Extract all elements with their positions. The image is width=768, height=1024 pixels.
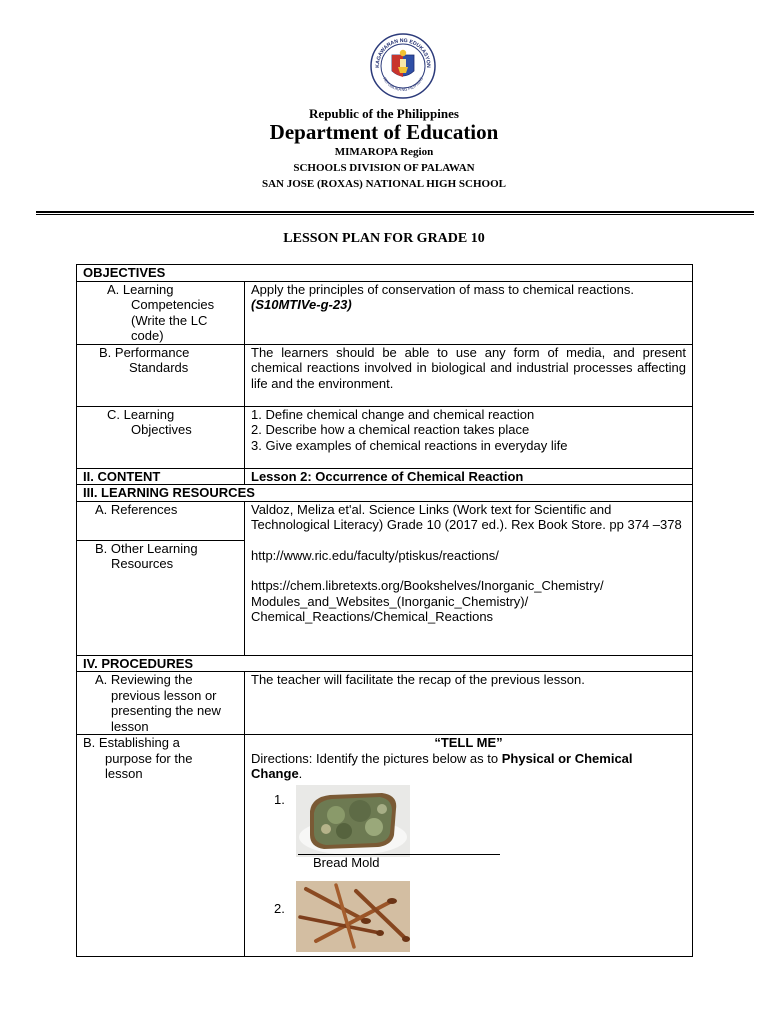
- lc-label-line: A. Learning: [107, 281, 174, 297]
- other-resources-line: B. Other Learning: [95, 540, 198, 556]
- references-text: [245, 501, 693, 655]
- purpose-label-line: B. Establishing a: [83, 735, 180, 750]
- directions-suffix: .: [298, 766, 303, 781]
- lc-label-line: (Write the LC: [131, 312, 208, 328]
- performance-standards-text: The learners should be able to use any form of media, and present chemical reactions involved in biological and industrial processes affecting life and the environment.: [245, 344, 693, 406]
- procedures-heading-row: [77, 655, 693, 672]
- performance-standards-row: [77, 344, 693, 406]
- ps-label-line: B. Performance: [99, 344, 190, 360]
- objective-item: 3. Give examples of chemical reactions in everyday life: [251, 437, 568, 453]
- learning-competencies-text: [245, 281, 693, 344]
- item-number: 2.: [274, 901, 285, 916]
- lo-label-line: C. Learning: [107, 406, 175, 422]
- content-lesson: Lesson 2: Occurrence of Chemical Reaction: [245, 468, 693, 485]
- purpose-label-line: lesson: [105, 766, 143, 781]
- directions-prefix: Directions: Identify the pictures below as to: [251, 750, 502, 766]
- school-name: SAN JOSE (ROXAS) NATIONAL HIGH SCHOOL: [262, 178, 506, 190]
- division-label: SCHOOLS DIVISION OF PALAWAN: [293, 162, 475, 174]
- department-name: Department of Education: [269, 120, 499, 144]
- references-row: [77, 501, 693, 655]
- reviewing-label-line: previous lesson or: [111, 687, 217, 703]
- references-labels: [77, 501, 245, 655]
- resources-heading-row: [77, 485, 693, 502]
- establishing-purpose-label: [77, 735, 245, 957]
- content-heading: II. CONTENT: [77, 468, 245, 485]
- seal-text-top: KAGAWARAN NG EDUKASYON: [374, 37, 432, 68]
- header-divider-thin: [36, 214, 754, 215]
- reference-link[interactable]: Modules_and_Websites_(Inorganic_Chemistry)/: [251, 593, 529, 609]
- other-resources-line: Resources: [111, 556, 174, 571]
- ps-label-line: Standards: [129, 360, 189, 375]
- reference-link[interactable]: Chemical_Reactions/Chemical_Reactions: [251, 609, 494, 624]
- reviewing-label-line: lesson: [111, 718, 149, 734]
- content-row: [77, 468, 693, 485]
- directions-bold: Physical or Chemical Change: [251, 750, 633, 781]
- objectives-heading-row: [77, 265, 693, 282]
- item-caption: Bread Mold: [313, 855, 380, 870]
- lc-code: (S10MTIVe-g-23): [251, 297, 352, 312]
- performance-standards-label: [77, 344, 245, 406]
- reviewing-label: [77, 672, 245, 735]
- lc-label-line: code): [131, 328, 164, 343]
- resources-heading: III. LEARNING RESOURCES: [77, 485, 693, 502]
- item-number: 1.: [274, 792, 285, 807]
- region-label: MIMAROPA Region: [334, 146, 434, 158]
- reviewing-text: The teacher will facilitate the recap of the previous lesson.: [245, 672, 693, 735]
- objective-item: 2. Describe how a chemical reaction takes place: [251, 422, 530, 437]
- other-resources-label: [95, 541, 198, 572]
- learning-objectives-label: [77, 406, 245, 468]
- purpose-label-line: purpose for the: [105, 750, 193, 766]
- reference-link[interactable]: http://www.ric.edu/faculty/ptiskus/reactions/: [251, 547, 499, 563]
- references-label: A. References: [95, 501, 178, 517]
- lc-text: Apply the principles of conservation of mass to chemical reactions.: [251, 281, 634, 297]
- reviewing-label-line: presenting the new: [111, 703, 221, 718]
- seal-text-bottom: REPUBLIKA NG PILIPINAS: [382, 76, 424, 93]
- lesson-plan-title: LESSON PLAN FOR GRADE 10: [283, 231, 485, 246]
- bread-mold-image: [296, 785, 410, 857]
- header-divider: [36, 211, 754, 213]
- objective-item: 1. Define chemical change and chemical reaction: [251, 406, 535, 422]
- republic-label: Republic of the Philippines: [309, 106, 459, 121]
- learning-objectives-list: [245, 406, 693, 468]
- reviewing-label-line: A. Reviewing the: [95, 672, 193, 687]
- reference-link[interactable]: https://chem.libretexts.org/Bookshelves/Inorganic_Chemistry/: [251, 578, 604, 593]
- reference-citation: Valdoz, Meliza et'al. Science Links (Work text for Scientific and Technological Literacy) Grade 10 (2017 ed.). Rex Book Store. pp 374 –378: [251, 501, 682, 532]
- objectives-heading: OBJECTIVES: [77, 265, 693, 282]
- directions-text: [251, 751, 686, 782]
- reviewing-row: [77, 672, 693, 735]
- lc-label-line: Competencies: [131, 297, 215, 312]
- procedures-heading: IV. PROCEDURES: [77, 655, 693, 672]
- learning-competencies-label: [77, 281, 245, 344]
- activity-title: “TELL ME”: [434, 735, 503, 750]
- lo-label-line: Objectives: [131, 422, 192, 437]
- learning-competencies-row: [77, 281, 693, 344]
- rusty-nails-image: [296, 881, 410, 952]
- learning-objectives-row: [77, 406, 693, 468]
- deped-seal-logo: [370, 33, 436, 99]
